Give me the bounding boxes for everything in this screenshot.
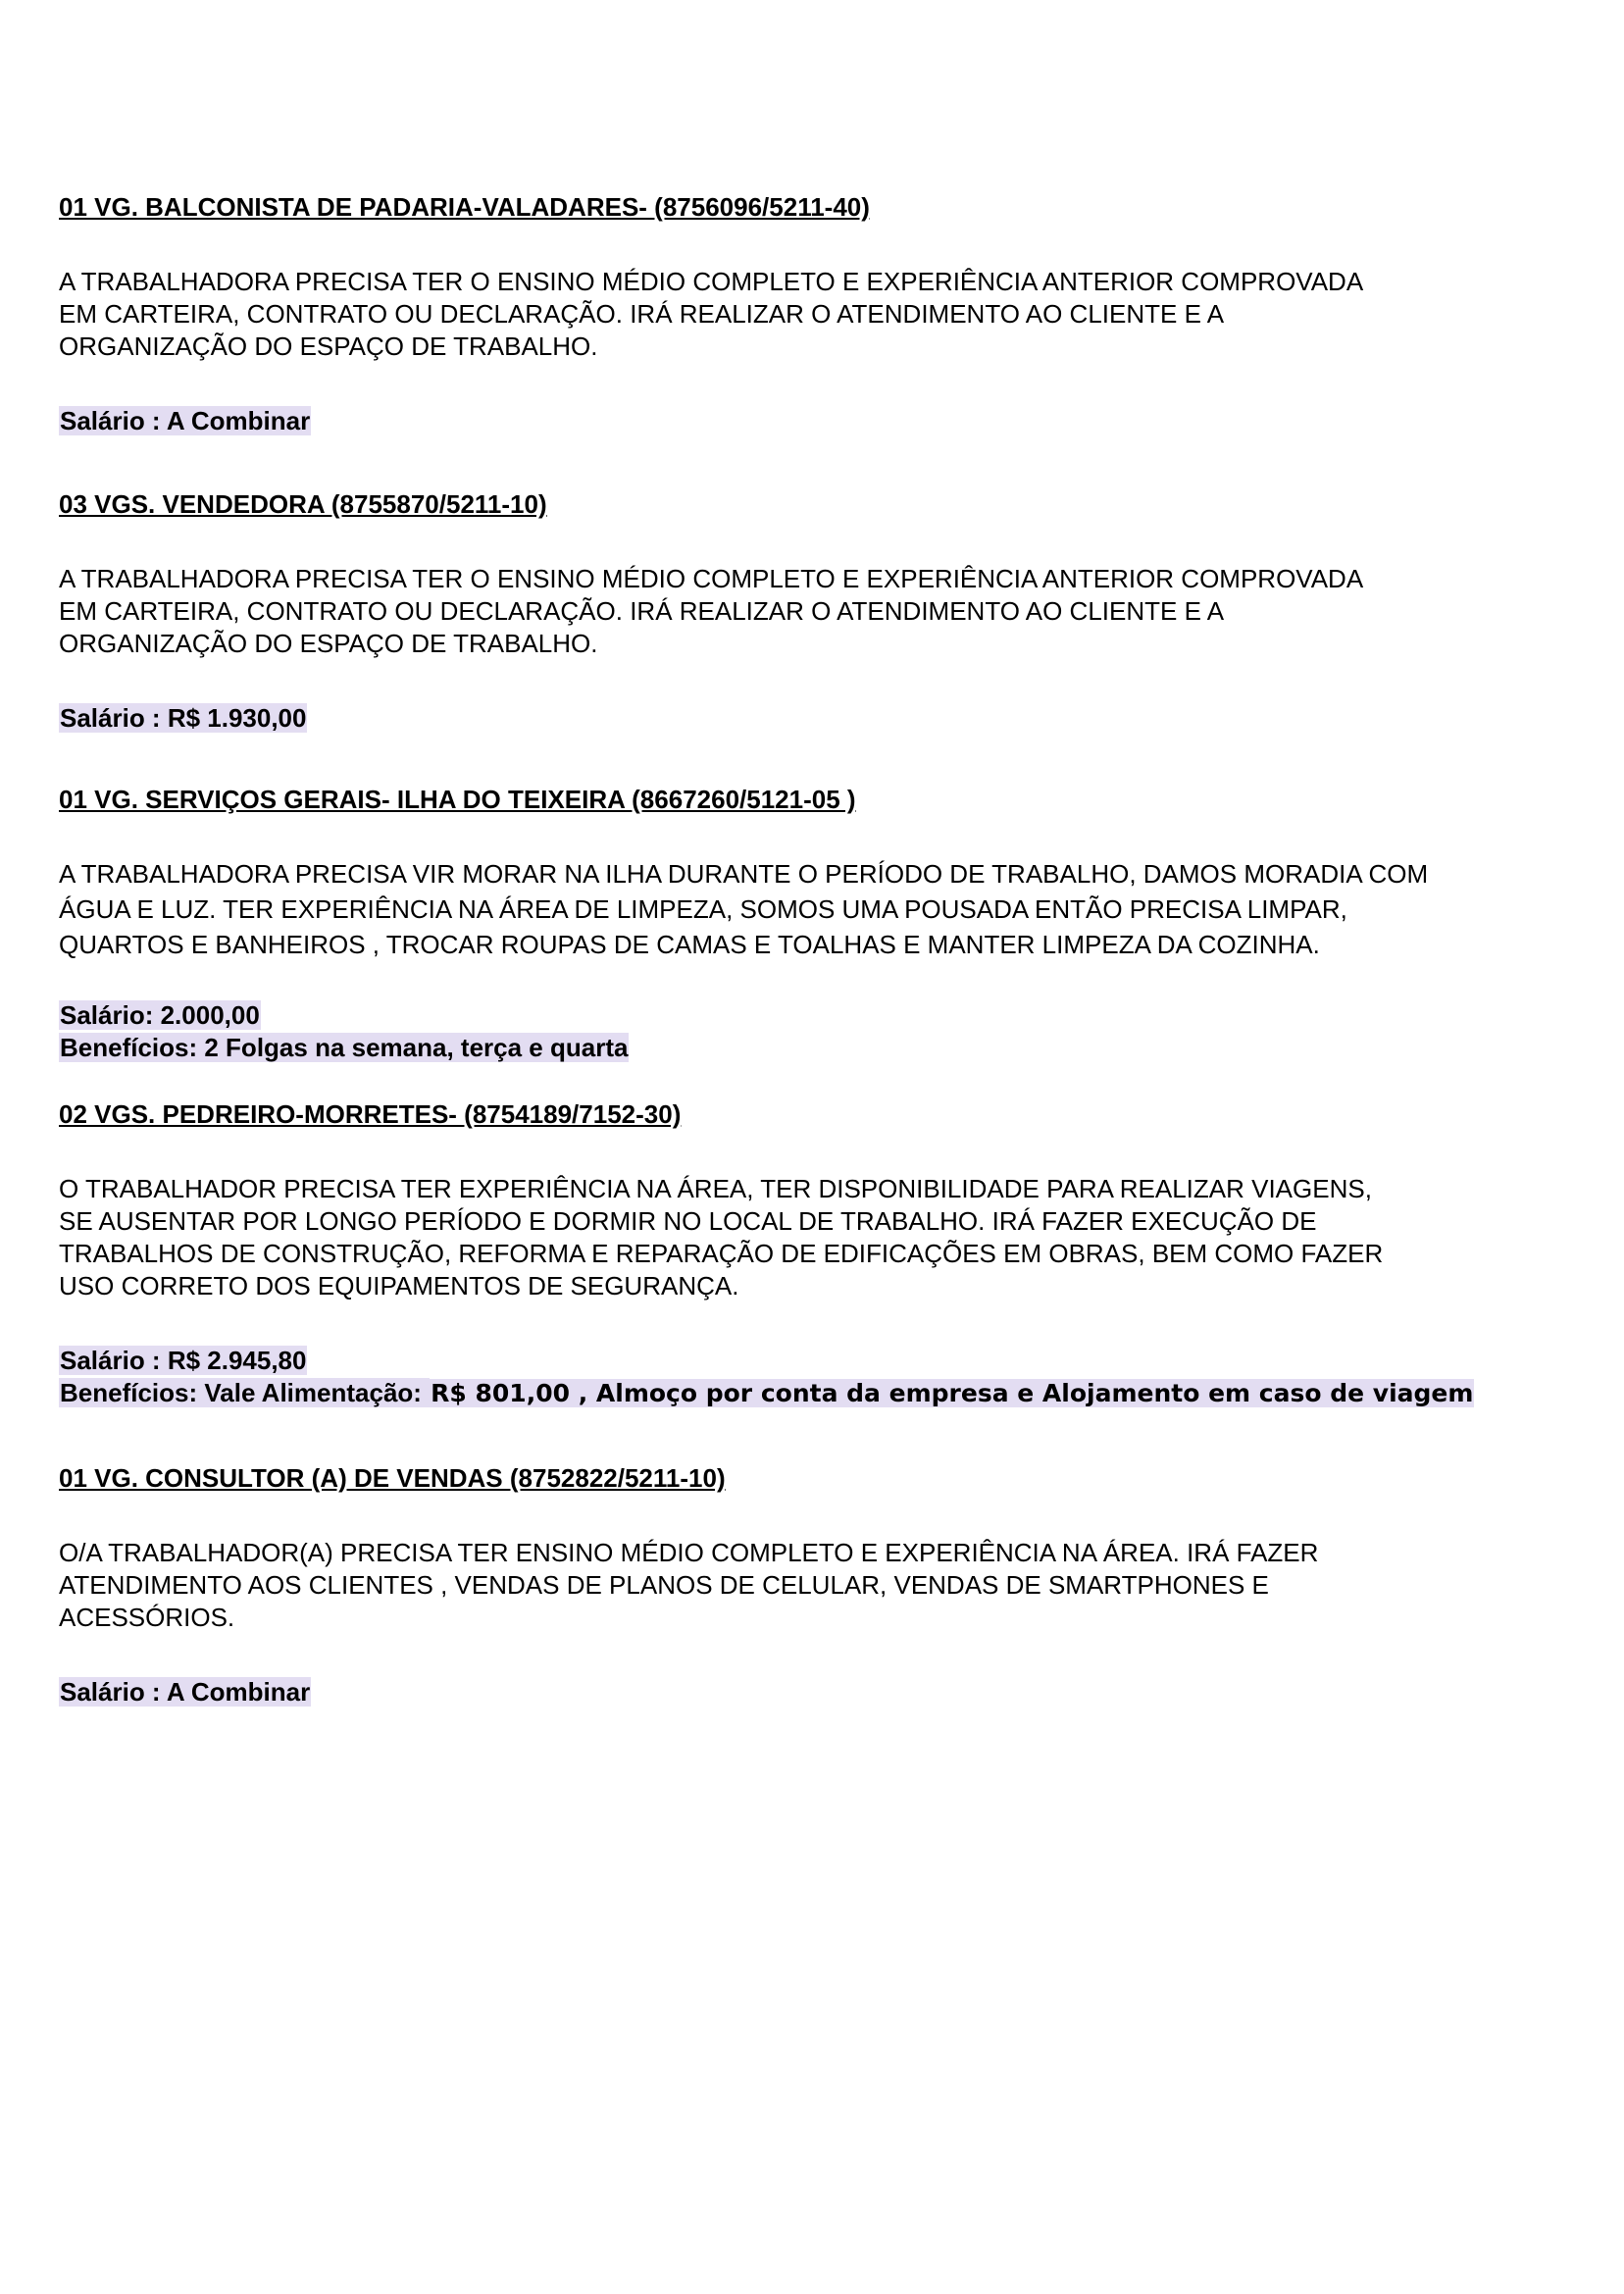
description-line: EM CARTEIRA, CONTRATO OU DECLARAÇÃO. IRÁ REALIZAR O ATENDIMENTO AO CLIENTE E A xyxy=(59,299,1225,329)
description-line: ÁGUA E LUZ. TER EXPERIÊNCIA NA ÁREA DE LIMPEZA, SOMOS UMA POUSADA ENTÃO PRECISA LIMPAR, xyxy=(59,894,1347,924)
salary-text: Salário : R$ 1.930,00 xyxy=(60,703,307,733)
job-description xyxy=(59,858,1549,964)
job-listing xyxy=(59,1098,1549,1409)
job-title: 03 VGS. VENDEDORA (8755870/5211-10) xyxy=(59,489,547,519)
benefits-value: R$ 801,00 , Almoço por conta da empresa e Alojamento em caso de viagem xyxy=(431,1379,1474,1407)
description-line: ORGANIZAÇÃO DO ESPAÇO DE TRABALHO. xyxy=(59,331,598,361)
salary-row xyxy=(59,1345,1549,1377)
salary-row xyxy=(59,1676,1549,1708)
salary-text: Salário : A Combinar xyxy=(60,1677,311,1707)
job-title: 01 VG. BALCONISTA DE PADARIA-VALADARES- (8756096/5211-40) xyxy=(59,192,870,222)
description-line: QUARTOS E BANHEIROS , TROCAR ROUPAS DE CAMAS E TOALHAS E MANTER LIMPEZA DA COZINHA. xyxy=(59,930,1320,959)
description-line: O/A TRABALHADOR(A) PRECISA TER ENSINO MÉDIO COMPLETO E EXPERIÊNCIA NA ÁREA. IRÁ FAZER xyxy=(59,1538,1319,1567)
salary-text: Salário : R$ 2.945,80 xyxy=(60,1346,307,1375)
benefits-row xyxy=(59,1032,1549,1064)
description-line: TRABALHOS DE CONSTRUÇÃO, REFORMA E REPARAÇÃO DE EDIFICAÇÕES EM OBRAS, BEM COMO FAZER xyxy=(59,1239,1384,1268)
job-listing xyxy=(59,488,1549,735)
salary-row xyxy=(59,405,1549,437)
description-line: O TRABALHADOR PRECISA TER EXPERIÊNCIA NA ÁREA, TER DISPONIBILIDADE PARA REALIZAR VIAGENS, xyxy=(59,1174,1372,1203)
description-line: A TRABALHADORA PRECISA VIR MORAR NA ILHA DURANTE O PERÍODO DE TRABALHO, DAMOS MORADIA COM xyxy=(59,859,1429,889)
job-description xyxy=(59,266,1549,363)
job-description xyxy=(59,1537,1549,1634)
benefits-text: Benefícios: 2 Folgas na semana, terça e quarta xyxy=(60,1033,629,1062)
description-line: EM CARTEIRA, CONTRATO OU DECLARAÇÃO. IRÁ REALIZAR O ATENDIMENTO AO CLIENTE E A xyxy=(59,596,1225,626)
description-line: SE AUSENTAR POR LONGO PERÍODO E DORMIR NO LOCAL DE TRABALHO. IRÁ FAZER EXECUÇÃO DE xyxy=(59,1206,1317,1236)
job-title: 01 VG. SERVIÇOS GERAIS- ILHA DO TEIXEIRA (8667260/5121-05 ) xyxy=(59,785,856,814)
job-description xyxy=(59,1173,1549,1302)
description-line: A TRABALHADORA PRECISA TER O ENSINO MÉDIO COMPLETO E EXPERIÊNCIA ANTERIOR COMPROVADA xyxy=(59,564,1364,593)
description-line: ORGANIZAÇÃO DO ESPAÇO DE TRABALHO. xyxy=(59,629,598,658)
job-listing xyxy=(59,191,1549,437)
description-line: ATENDIMENTO AOS CLIENTES , VENDAS DE PLANOS DE CELULAR, VENDAS DE SMARTPHONES E xyxy=(59,1570,1269,1600)
salary-text: Salário: 2.000,00 xyxy=(60,1000,260,1030)
salary-row xyxy=(59,702,1549,735)
job-description xyxy=(59,563,1549,660)
job-listing xyxy=(59,1462,1549,1708)
benefits-row xyxy=(59,1377,1549,1409)
description-line: A TRABALHADORA PRECISA TER O ENSINO MÉDIO COMPLETO E EXPERIÊNCIA ANTERIOR COMPROVADA xyxy=(59,267,1364,296)
job-listing xyxy=(59,784,1549,1064)
job-title: 02 VGS. PEDREIRO-MORRETES- (8754189/7152-30) xyxy=(59,1099,682,1129)
benefits-label: Benefícios: Vale Alimentação: xyxy=(60,1378,430,1407)
salary-row xyxy=(59,999,1549,1032)
job-title: 01 VG. CONSULTOR (A) DE VENDAS (8752822/5211-10) xyxy=(59,1463,726,1493)
salary-text: Salário : A Combinar xyxy=(60,406,311,435)
description-line: ACESSÓRIOS. xyxy=(59,1603,235,1632)
description-line: USO CORRETO DOS EQUIPAMENTOS DE SEGURANÇA. xyxy=(59,1271,739,1300)
